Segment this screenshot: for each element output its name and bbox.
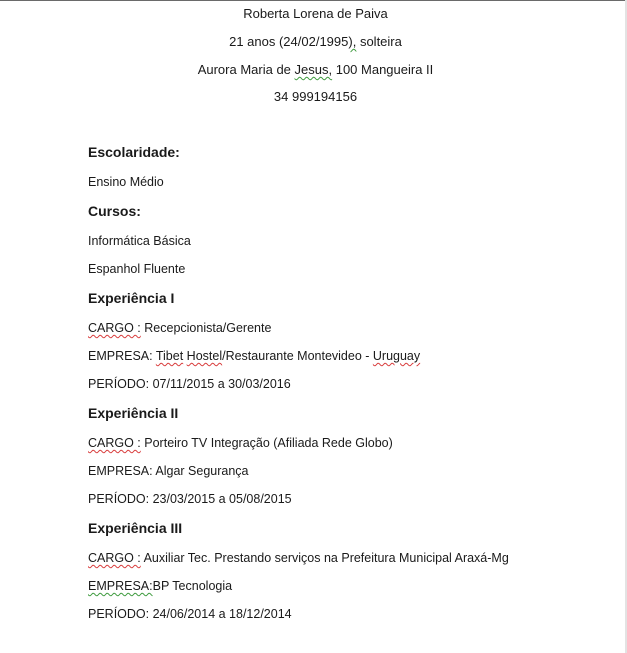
- experiencia-2-periodo: PERÍODO: 23/03/2015 a 05/08/2015: [88, 492, 292, 506]
- experiencia-3-cargo: [88, 550, 608, 566]
- status-text: solteira: [356, 34, 402, 49]
- grammar-mark: Jesus,: [294, 62, 333, 77]
- cursos-heading: Cursos:: [88, 203, 141, 219]
- empresa-label: EMPRESA:: [88, 579, 153, 593]
- curso-item: Espanhol Fluente: [88, 262, 186, 276]
- escolaridade-value: Ensino Médio: [88, 175, 164, 189]
- cargo-value: Porteiro TV Integração (Afiliada Rede Globo): [140, 436, 393, 450]
- curso-item: Informática Básica: [88, 234, 191, 248]
- empresa-word: Hostel: [186, 349, 223, 363]
- header-name: Roberta Lorena de Paiva: [243, 6, 388, 21]
- header-address-line: [0, 62, 627, 78]
- experiencia-2-heading: Experiência II: [88, 405, 179, 421]
- experiencia-3-heading: Experiência III: [88, 520, 183, 536]
- page-top-border: [0, 0, 627, 1]
- age-text: 21 anos (24/02/1995: [229, 34, 349, 49]
- empresa-word: Tibet: [155, 349, 184, 363]
- experiencia-3-periodo: PERÍODO: 24/06/2014 a 18/12/2014: [88, 607, 292, 621]
- address-text: Aurora Maria de: [197, 62, 295, 77]
- empresa-text: /Restaurante Montevideo -: [222, 349, 373, 363]
- experiencia-2-cargo: [88, 435, 608, 451]
- escolaridade-heading: Escolaridade:: [88, 144, 180, 160]
- experiencia-1-periodo: PERÍODO: 07/11/2015 a 30/03/2016: [88, 377, 291, 391]
- empresa-word: Uruguay: [372, 349, 421, 363]
- grammar-mark: ),: [348, 34, 357, 49]
- header-phone: 34 999194156: [273, 89, 358, 104]
- experiencia-1-cargo: [88, 320, 608, 336]
- experiencia-1-empresa: [88, 348, 608, 364]
- experiencia-1-heading: Experiência I: [88, 290, 175, 306]
- address-number-text: 100 Mangueira II: [332, 62, 434, 77]
- cargo-label: CARGO :: [88, 436, 141, 450]
- empresa-label: EMPRESA:: [88, 349, 156, 363]
- resume-body: [88, 144, 608, 622]
- experiencia-3-empresa: [88, 578, 608, 594]
- experiencia-2-empresa: EMPRESA: Algar Segurança: [88, 464, 249, 478]
- cargo-label: CARGO :: [88, 551, 141, 565]
- empresa-value: BP Tecnologia: [152, 579, 233, 593]
- cargo-value: Auxiliar Tec. Prestando serviços na Prefeitura Municipal Araxá-Mg: [140, 551, 509, 565]
- cargo-value: Recepcionista/Gerente: [140, 321, 272, 335]
- header-age-line: [0, 34, 627, 50]
- cargo-label: CARGO :: [88, 321, 141, 335]
